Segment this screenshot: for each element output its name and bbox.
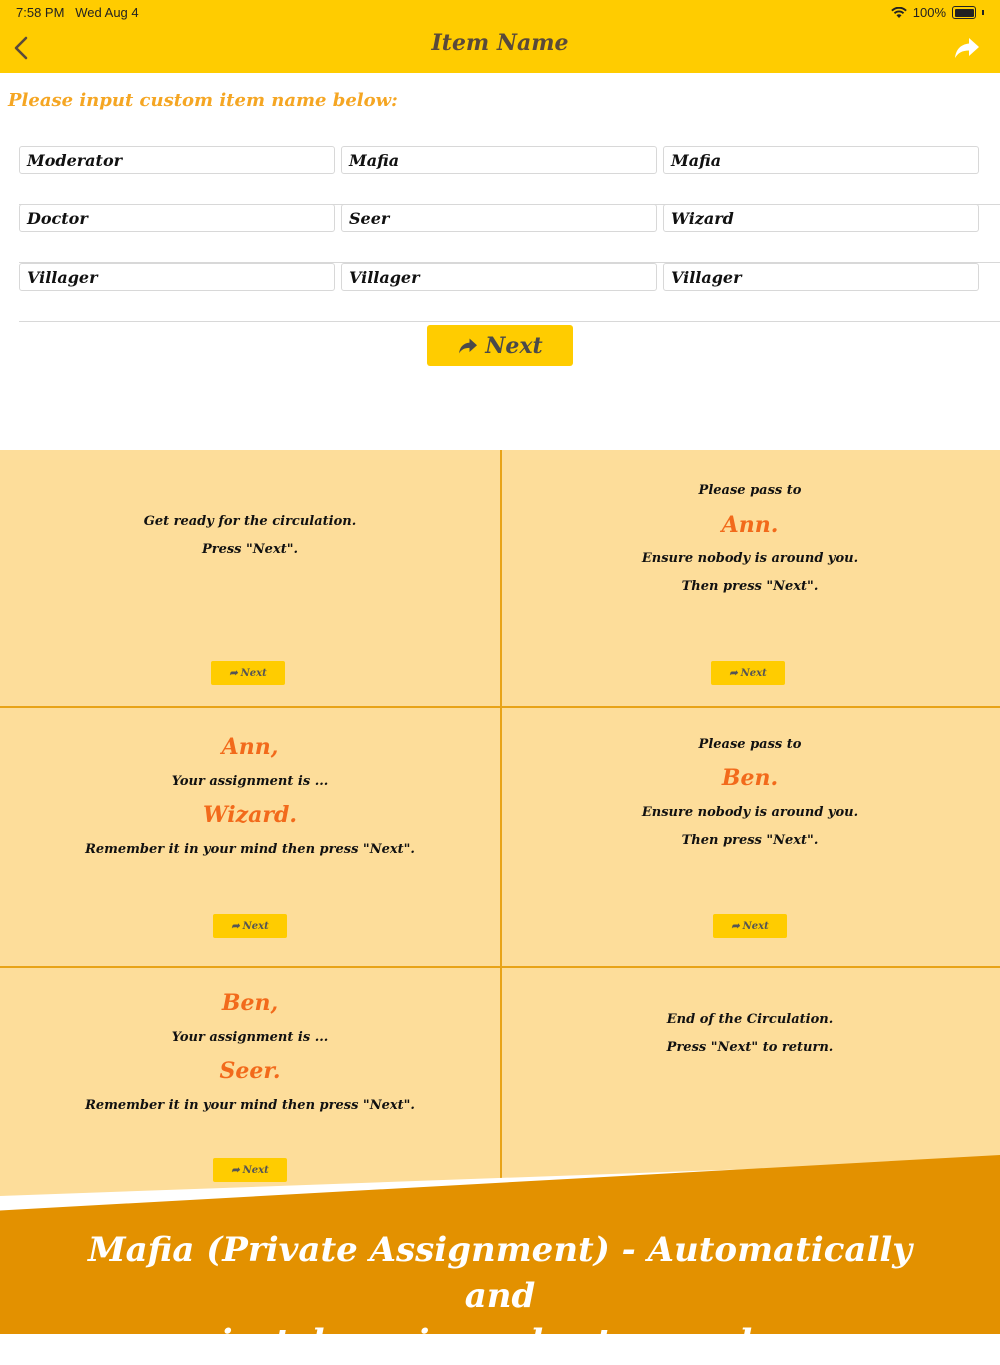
field-row (19, 204, 1000, 263)
item-name-field[interactable]: Villager (19, 263, 335, 291)
mini-next-label: Next (242, 920, 269, 932)
item-name-field[interactable]: Seer (341, 204, 657, 232)
status-date: Wed Aug 4 (75, 5, 139, 20)
banner-line: Mafia (Private Assignment) - Automatically and (87, 1230, 913, 1316)
input-prompt: Please input custom item name below: (8, 90, 398, 111)
mini-next-button[interactable] (211, 661, 285, 685)
wifi-icon (891, 7, 907, 19)
mini-next-button[interactable] (713, 914, 787, 938)
top-bar (0, 0, 1000, 73)
status-bar (0, 0, 1000, 24)
panel-pass-ann (500, 450, 1000, 706)
player-name: Ben. (721, 765, 779, 791)
panel-text: Press "Next". (201, 542, 299, 557)
item-name-field[interactable]: Moderator (19, 146, 335, 174)
item-name-field[interactable]: Villager (663, 263, 979, 291)
panel-text: Please pass to (698, 483, 802, 498)
panel-end (500, 968, 1000, 1188)
panel-pass-ben (500, 708, 1000, 966)
mini-next-label: Next (742, 920, 769, 932)
panel-assign-ben (0, 968, 500, 1188)
battery-percent: 100% (912, 5, 946, 20)
share-arrow-icon: ➦ (231, 1164, 240, 1176)
page-title: Item Name (431, 30, 569, 56)
panel-assign-ann (0, 708, 500, 966)
panel-text: Please pass to (698, 737, 802, 752)
field-row (19, 263, 1000, 322)
field-row (19, 146, 1000, 205)
panel-text: Press "Next" to return. (666, 1040, 834, 1055)
mini-next-button[interactable] (213, 914, 287, 938)
player-name: Ann. (721, 512, 779, 538)
item-name-field[interactable]: Wizard (663, 204, 979, 232)
panel-text: Your assignment is ... (171, 774, 329, 789)
assigned-role: Seer. (219, 1058, 281, 1084)
battery-icon (952, 6, 976, 19)
panel-text: Then press "Next". (681, 833, 819, 848)
mini-next-label: Next (740, 667, 767, 679)
panel-text: Your assignment is ... (171, 1030, 329, 1045)
item-name-field[interactable]: Doctor (19, 204, 335, 232)
panel-text: Ensure nobody is around you. (641, 805, 859, 820)
panel-text: Remember it in your mind then press "Next". (85, 842, 415, 857)
status-time (16, 5, 139, 20)
player-name: Ben, (221, 990, 279, 1016)
share-arrow-icon: ➦ (229, 667, 238, 679)
panel-text: Ensure nobody is around you. (641, 551, 859, 566)
mini-next-label: Next (242, 1164, 269, 1176)
next-button-label: Next (485, 332, 543, 359)
assigned-role: Wizard. (202, 802, 298, 828)
mini-next-button[interactable] (711, 661, 785, 685)
panel-ready (0, 450, 500, 706)
share-arrow-icon: ➦ (729, 667, 738, 679)
share-arrow-icon: ➦ (731, 920, 740, 932)
panel-text: Remember it in your mind then press "Next". (85, 1098, 415, 1113)
mini-next-label: Next (240, 667, 267, 679)
promo-banner-text (60, 1227, 940, 1365)
share-arrow-icon: ➦ (231, 920, 240, 932)
battery-cap (982, 10, 984, 15)
item-name-field[interactable]: Villager (341, 263, 657, 291)
item-name-field[interactable]: Mafia (341, 146, 657, 174)
banner-line: privately assign roles to members (177, 1322, 823, 1362)
panel-text: Get ready for the circulation. (143, 514, 357, 529)
status-clock: 7:58 PM (16, 5, 65, 20)
panel-text: Then press "Next". (681, 579, 819, 594)
player-name: Ann, (221, 734, 279, 760)
status-indicators (891, 5, 984, 20)
share-arrow-icon[interactable] (954, 36, 980, 60)
panel-text: End of the Circulation. (666, 1012, 834, 1027)
item-name-field[interactable]: Mafia (663, 146, 979, 174)
share-arrow-icon (457, 337, 479, 355)
mini-next-button[interactable] (213, 1158, 287, 1182)
next-button[interactable] (427, 325, 573, 366)
